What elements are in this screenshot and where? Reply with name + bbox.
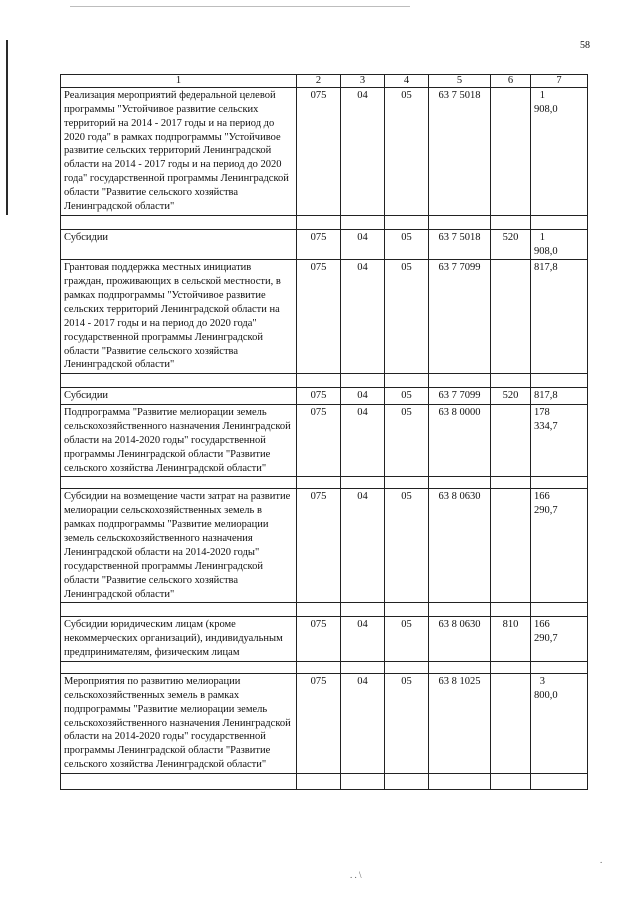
row-section-code: 04	[341, 260, 385, 374]
row-name: Субсидии	[61, 388, 297, 405]
row-section-code: 04	[341, 88, 385, 216]
spacer-row	[61, 661, 588, 673]
col-header-6: 6	[491, 75, 531, 88]
row-expense-type	[491, 260, 531, 374]
row-expense-type	[491, 405, 531, 477]
row-target-code: 63 7 7099	[429, 388, 491, 405]
row-ministry-code: 075	[297, 673, 341, 773]
row-expense-type: 810	[491, 617, 531, 662]
row-subsection-code: 05	[385, 617, 429, 662]
row-name: Субсидии	[61, 229, 297, 260]
row-subsection-code: 05	[385, 489, 429, 603]
row-amount: 1 908,0	[531, 88, 588, 216]
header-row	[61, 75, 588, 88]
row-ministry-code: 075	[297, 88, 341, 216]
row-expense-type: 520	[491, 388, 531, 405]
row-name: Субсидии юридическим лицам (кроме некоммерческих организаций), индивидуальным предпринимателям, физическим лицам	[61, 617, 297, 662]
table-row	[61, 673, 588, 773]
col-header-2: 2	[297, 75, 341, 88]
spacer-row	[61, 773, 588, 789]
row-subsection-code: 05	[385, 260, 429, 374]
row-section-code: 04	[341, 388, 385, 405]
row-target-code: 63 7 5018	[429, 88, 491, 216]
col-header-4: 4	[385, 75, 429, 88]
table-row	[61, 405, 588, 477]
row-subsection-code: 05	[385, 229, 429, 260]
row-subsection-code: 05	[385, 88, 429, 216]
row-ministry-code: 075	[297, 617, 341, 662]
budget-table	[60, 74, 588, 790]
spacer-row	[61, 215, 588, 229]
col-header-1: 1	[61, 75, 297, 88]
row-target-code: 63 7 7099	[429, 260, 491, 374]
row-subsection-code: 05	[385, 673, 429, 773]
row-subsection-code: 05	[385, 388, 429, 405]
spacer-row	[61, 374, 588, 388]
row-amount: 817,8	[531, 260, 588, 374]
row-target-code: 63 8 0630	[429, 489, 491, 603]
spacer-row	[61, 603, 588, 617]
col-header-7: 7	[531, 75, 588, 88]
row-section-code: 04	[341, 229, 385, 260]
table-row	[61, 388, 588, 405]
col-header-5: 5	[429, 75, 491, 88]
row-name: Реализация мероприятий федеральной целевой программы "Устойчивое развитие сельских территорий на 2014 - 2017 годы и на период до 2020 года" в рамках подпрограммы "Устойчивое развитие сельских территорий Ленинградской области на 2014 - 2017 годы и на период до 2020 года" государственной программы Ленинградской области "Развитие сельского хозяйства Ленинградской области"	[61, 88, 297, 216]
row-name: Субсидии на возмещение части затрат на развитие мелиорации сельскохозяйственных земель в рамках подпрограммы "Развитие мелиорации земель сельскохозяйственного назначения Ленинградской области на 2014-2020 годы" государственной программы Ленинградской области "Развитие сельского хозяйства Ленинградской области"	[61, 489, 297, 603]
row-section-code: 04	[341, 405, 385, 477]
row-name: Мероприятия по развитию мелиорации сельскохозяйственных земель в рамках подпрограммы "Развитие мелиорации земель сельскохозяйственного назначения Ленинградской области на 2014-2020 годы" государственной программы Ленинградской области "Развитие сельского хозяйства Ленинградской области"	[61, 673, 297, 773]
row-section-code: 04	[341, 673, 385, 773]
row-target-code: 63 8 0000	[429, 405, 491, 477]
row-target-code: 63 7 5018	[429, 229, 491, 260]
scan-top-line	[70, 6, 410, 7]
row-ministry-code: 075	[297, 229, 341, 260]
scan-speck: .	[600, 855, 603, 865]
row-target-code: 63 8 1025	[429, 673, 491, 773]
row-amount: 817,8	[531, 388, 588, 405]
row-amount: 1 908,0	[531, 229, 588, 260]
row-amount: 166 290,7	[531, 489, 588, 603]
table-row	[61, 229, 588, 260]
row-subsection-code: 05	[385, 405, 429, 477]
scan-speck: . . \	[350, 870, 362, 880]
row-name: Грантовая поддержка местных инициатив граждан, проживающих в сельской местности, в рамках подпрограммы "Устойчивое развитие сельских территорий Ленинградской области на 2014 - 2017 годы и на период до 2020 года" государственной программы Ленинградской области "Развитие сельского хозяйства Ленинградской области"	[61, 260, 297, 374]
row-ministry-code: 075	[297, 489, 341, 603]
col-header-3: 3	[341, 75, 385, 88]
row-section-code: 04	[341, 489, 385, 603]
row-expense-type	[491, 673, 531, 773]
row-ministry-code: 075	[297, 405, 341, 477]
row-expense-type: 520	[491, 229, 531, 260]
row-expense-type	[491, 489, 531, 603]
row-target-code: 63 8 0630	[429, 617, 491, 662]
row-name: Подпрограмма "Развитие мелиорации земель сельскохозяйственного назначения Ленинградской области на 2014-2020 годы" государственной программы Ленинградской области "Развитие сельского хозяйства Ленинградской области"	[61, 405, 297, 477]
row-ministry-code: 075	[297, 388, 341, 405]
row-amount: 178 334,7	[531, 405, 588, 477]
scan-edge-line	[6, 40, 8, 215]
page-number: 58	[580, 40, 590, 51]
row-ministry-code: 075	[297, 260, 341, 374]
row-amount: 166 290,7	[531, 617, 588, 662]
spacer-row	[61, 477, 588, 489]
table-row	[61, 260, 588, 374]
row-expense-type	[491, 88, 531, 216]
row-amount: 3 800,0	[531, 673, 588, 773]
row-section-code: 04	[341, 617, 385, 662]
table-row	[61, 489, 588, 603]
table-row	[61, 617, 588, 662]
table-row	[61, 88, 588, 216]
